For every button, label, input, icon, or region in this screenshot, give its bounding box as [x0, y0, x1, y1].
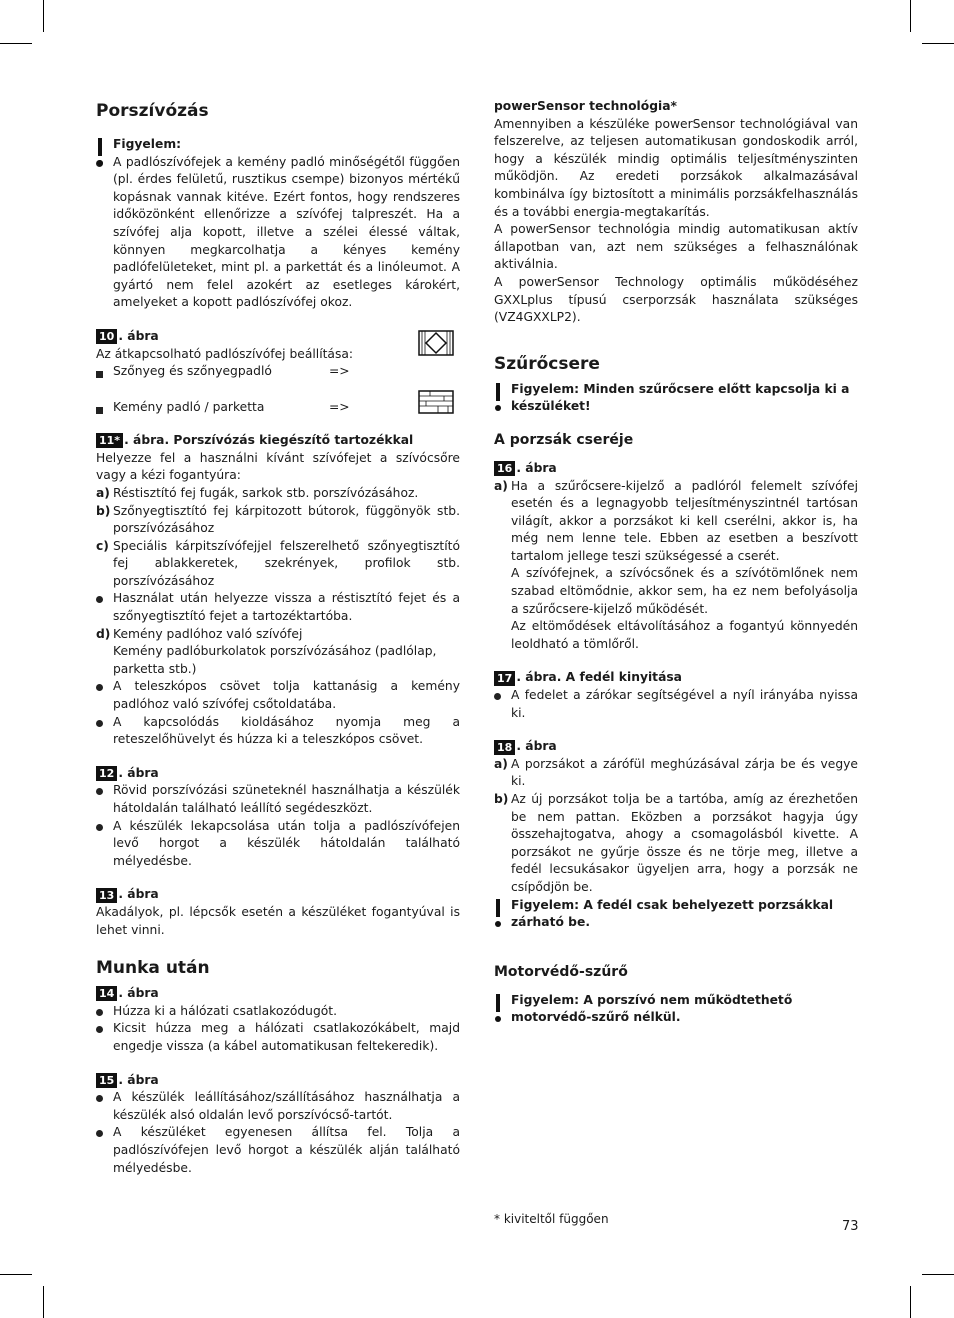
- list-item: A fedelet a zárókar segítségével a nyíl irányába nyissa ki.: [494, 687, 858, 722]
- list-item: A padlószívófejek a kemény padló minőségétől függően (pl. érdes felületű, rusztikus csempe) bizonyos mértékű kopásnak vannak kitéve. Ezért fontos, hogy rendszeres időközönként ellenőrizze a szívófej talpreszét. Ha a szívófej alja kopott, illetve a szélei élessé váltak, könnyen megkarcolhatja a kényes kemény padlófelületeket, mint pl. a parkettát és a linóleumot. A gyártó nem felel azokért az esetleges károkért, amelyeket a kopott padlószívófej okoz.: [96, 154, 460, 312]
- bullet-icon: [494, 693, 501, 700]
- list-item-a: a) A porzsákot a zárófül meghúzásával zárja be és vegye ki.: [494, 756, 858, 789]
- bullet-icon: [96, 824, 103, 831]
- section-title-munka-utan: Munka után: [96, 958, 210, 979]
- list-item-d: d) Kemény padlóhoz való szívófej Kemény padlóburkolatok porszívózásához (padlólap, parketta stb.): [96, 626, 437, 676]
- warning-block: Figyelem: A porszívó nem működtethető motorvédő-szűrő nélkül.: [494, 992, 858, 1027]
- square-bullet-icon: [96, 407, 103, 414]
- section-title-porszivozas: Porszívózás: [96, 101, 209, 121]
- crop-mark: [43, 0, 44, 32]
- square-bullet-icon: [96, 371, 103, 378]
- page-number: 73: [842, 1219, 859, 1234]
- crop-mark: [910, 1286, 911, 1318]
- crop-mark: [922, 43, 954, 44]
- section-title-szurocsere: Szűrőcsere: [494, 353, 600, 374]
- bullet-icon: [96, 1026, 103, 1033]
- figure-ref-14: 14 . ábra: [96, 985, 460, 1003]
- list-item: Rövid porszívózási szüneteknél használhatja a készülék hátoldalán található leállító segédeszközt.: [96, 782, 460, 817]
- list-item: Kicsit húzza meg a hálózati csatlakozókábelt, majd engedje vissza (a kábel automatikusan feltekeredik).: [96, 1020, 460, 1055]
- list-item: A készülék leállításához/szállításához használhatja a készülék alsó oldalán levő porszívócső-tartót.: [96, 1089, 460, 1124]
- list-item-b: b) Szőnyegtisztító fej kárpitozott bútorok, függönyök stb. porszívózásához: [96, 503, 460, 536]
- bullet-icon: [96, 720, 103, 727]
- right-column: powerSensor technológia* Amennyiben a készüléke powerSensor technológiával van felszerelve, az teljesen automatikusan gondoskodik arról, hogy a készülék mindig optimális teljesítményszinten működjön. Az eredeti porzsákok alkalmazásával kombinálva így biztosított a minimális porzsákfelhasználás és a további energia-megtakarítás. A powerSensor technológia mindig automatikusan aktív állapotban van, azt nem szükséges a felhasználónak aktiválnia. A powerSensor Technology optimális működéséhez GXXLplus típusú cserporzsák használata szükséges (VZ4GXXLP2). Szűrőcsere Figyelem: Minden szűrőcsere előtt kapcsolja ki a készüléket! A porzsák cseréje 16 . ábra a) Ha a szűrőcsere-kijelző a padlóról felemelt szívófej esetén és a legnagyobb teljesítményszintnél tartósan világít, akkor a porzsákot ki kell cserélni, akkor is, ha még nem lenne tele. Ebben az esetben a beszívott tartalom jellege teszi szükségessé a cserét. A szívófejnek, a szívócsőnek és a szívótömlőnek nem szabad eltömődnie, akkor sem, ha ez nem befolyásolja a szűrőcsere-kijelző működését. Az eltömődések eltávolításához a fogantyú könnyedén leoldható a tömlőről. 17 . ábra. A fedél kinyitása A fedelet a zárókar segítségével a nyíl irányába nyissa ki. 18 . ábra a) A porzsákot a zárófül meghúzásával zárja be és vegye ki. b) Az új porzsákot tolja be a tartóba, amíg az érezhetően be nem pattan. Eközben a porzsákot hagyja úgy összehajtogatva, ahogy a csomagolásból kivette. A porzsákot ne gyűrje össze és ne törje meg, illetve a fedél lecsukásakor ügyeljen arra, hogy a porzsák ne csípődjön be. Figyelem: A fedél csak behelyezett porzsákkal zárható be. Motorvédő-szűrő Figyelem: A porszívó nem működtethető motorvédő-szűrő nélkül.: [494, 96, 858, 1027]
- bullet-icon: [96, 1130, 103, 1137]
- crop-mark: [43, 1286, 44, 1318]
- crop-mark: [0, 43, 32, 44]
- warning-icon: [96, 136, 113, 154]
- bullet-icon: [96, 1009, 103, 1016]
- subsection-title-powersensor: powerSensor technológia*: [494, 99, 677, 113]
- list-item: A teleszkópos csövet tolja kattanásig a kemény padlóhoz való szívófej csőtoldatába.: [96, 678, 460, 713]
- left-column: Porszívózás Figyelem: A padlószívófejek a kemény padló minőségétől függően (pl. érdes felületű, rusztikus csempe) bizonyos mértékű kopásnak vannak kitéve. Ezért fontos, hogy rendszeres időközönként ellenőrizze a szívófej talpreszét. Ha a szívófej alja kopott, illetve a szélei élessé váltak, könnyen megkarcolhatja a kényes kemény padlófelületeket, mint pl. a parkettát és a linóleumot. A gyártó nem felel azokért az esetleges károkért, amelyeket a kopott padlószívófej okoz. 10 . ábra Az átkapcsolható padlószívófej beállítása: Szőnyeg és szőnyegpadló => Kemény padló / parketta => 11* . ábra. Porszívózás kiegészítő tartozékkal Helyezze fel a használni kívánt szívófejet a szívócsőre vagy a kézi fogantyúra: a) Réstisztító fej fugák, sarkok stb. porszívózásához. b) Szőnyegtisztító fej kárpitozott bútorok, függönyök stb. porszívózásához c) Speciális kárpitszívófejjel felszerelhető szőnyegtisztító fej ablakkeretek, szekrények, profilok stb. porszívózásához Használat után helyezze vissza a réstisztító fejet és a szőnyegtisztító fejet a tartozéktartóba. d) Kemény padlóhoz való szívófej Kemény padlóburkolatok porszívózásához (padlólap, parketta stb.) A teleszkópos csövet tolja kattanásig a kemény padlóhoz való szívófej csőtoldatába. A kapcsolódás kioldásához nyomja meg a reteszelőhüvelyt és húzza ki a teleszkópos csövet. 12 . ábra Rövid porszívózási szüneteknél használhatja a készülék hátoldalán található leállító segédeszközt. A készülék lekapcsolása után tolja a padlószívófejen levő horgot a készülék hátoldalán található mélyedésbe. 13 . ábra Akadályok, pl. lépcsők esetén a készüléket fogantyúval is lehet vinni. Munka után 14 . ábra Húzza ki a hálózati csatlakozódugót. Kicsit húzza meg a hálózati csatlakozókábelt, majd engedje vissza (a kábel automatikusan feltekeredik). 15 . ábra A készülék leállításához/szállításához használhatja a készülék alsó oldalán levő porszívócső-tartót. A készüléket egyenesen állítsa fel. Tolja a padlószívófejen levő horgot a készülék alján található mélyedésbe.: [96, 96, 460, 1177]
- warning-icon: [494, 381, 511, 416]
- figure-ref-10: 10 . ábra: [96, 328, 460, 346]
- warning-block: [96, 136, 460, 154]
- setting-carpet: Szőnyeg és szőnyegpadló =>: [96, 363, 460, 381]
- list-item: A kapcsolódás kioldásához nyomja meg a reteszelőhüvelyt és húzza ki a teleszkópos csövet.: [96, 714, 460, 749]
- crop-mark: [910, 0, 911, 32]
- warning-icon: [494, 992, 511, 1027]
- bullet-icon: [96, 1095, 103, 1102]
- carpet-setting-icon: [418, 330, 454, 360]
- figure-ref-15: 15 . ábra: [96, 1072, 460, 1090]
- warning-block: Figyelem: A fedél csak behelyezett porzsákkal zárható be.: [494, 897, 858, 932]
- figure-ref-13: 13 . ábra: [96, 886, 460, 904]
- figure-ref-11: 11* . ábra. Porszívózás kiegészítő tartozékkal: [96, 432, 460, 450]
- warning-block: Figyelem: Minden szűrőcsere előtt kapcsolja ki a készüléket!: [494, 381, 858, 416]
- fig10-intro: Az átkapcsolható padlószívófej beállítása:: [96, 346, 354, 361]
- subsection-title-porzsak: A porzsák cseréje: [494, 431, 634, 448]
- figure-ref-18: 18 . ábra: [494, 738, 858, 756]
- list-item-b: b) Az új porzsákot tolja be a tartóba, amíg az érezhetően be nem pattan. Eközben a porzsákot hagyja úgy összehajtogatva, ahogy a csomagolásból kivette. A porzsákot ne gyűrje össze és ne törje meg, illetve a fedél lecsukásakor ügyeljen arra, hogy a porzsák ne csípődjön be.: [494, 792, 858, 894]
- list-item-a: a) Réstisztító fej fugák, sarkok stb. porszívózásához.: [96, 485, 419, 500]
- list-item: Húzza ki a hálózati csatlakozódugót.: [96, 1003, 460, 1021]
- list-item: A készülék lekapcsolása után tolja a padlószívófejen levő horgot a készülék hátoldalán található mélyedésbe.: [96, 818, 460, 871]
- subsection-title-motorvedo: Motorvédő-szűrő: [494, 963, 628, 980]
- figure-ref-16: 16 . ábra: [494, 460, 858, 478]
- list-item: A készüléket egyenesen állítsa fel. Tolja a padlószívófejen levő horgot a készülék alján található mélyedésbe.: [96, 1124, 460, 1177]
- list-item: Használat után helyezze vissza a réstisztító fejet és a szőnyegtisztító fejet a tartozéktartóba.: [96, 590, 460, 625]
- warning-icon: [494, 897, 511, 932]
- warning-label: Figyelem:: [113, 137, 182, 151]
- list-item-a: a) Ha a szűrőcsere-kijelző a padlóról felemelt szívófej esetén és a legnagyobb teljesítményszintnél tartósan világít, akkor a porzsákot ki kell cserélni, akkor is, ha még nem lenne tele. Ebben az esetben a beszívott tartalom jellege teszi szükségessé a cserét. A szívófejnek, a szívócsőnek és a szívótömlőnek nem szabad eltömődnie, akkor sem, ha ez nem befolyásolja a szűrőcsere-kijelző működését. Az eltömődések eltávolításához a fogantyú könnyedén leoldható a tömlőről.: [494, 478, 858, 651]
- bullet-icon: [96, 788, 103, 795]
- list-item-c: c) Speciális kárpitszívófejjel felszerelhető szőnyegtisztító fej ablakkeretek, szekrények, profilok stb. porszívózásához: [96, 538, 460, 588]
- crop-mark: [922, 1274, 954, 1275]
- setting-hardfloor: Kemény padló / parketta =>: [96, 398, 460, 418]
- hardfloor-setting-icon: [418, 390, 454, 418]
- bullet-icon: [96, 596, 103, 603]
- figure-ref-12: 12 . ábra: [96, 765, 460, 783]
- figure-ref-17: 17 . ábra. A fedél kinyitása: [494, 669, 858, 687]
- crop-mark: [0, 1274, 32, 1275]
- bullet-icon: [96, 684, 103, 691]
- footnote: * kiviteltől függően: [494, 1212, 609, 1226]
